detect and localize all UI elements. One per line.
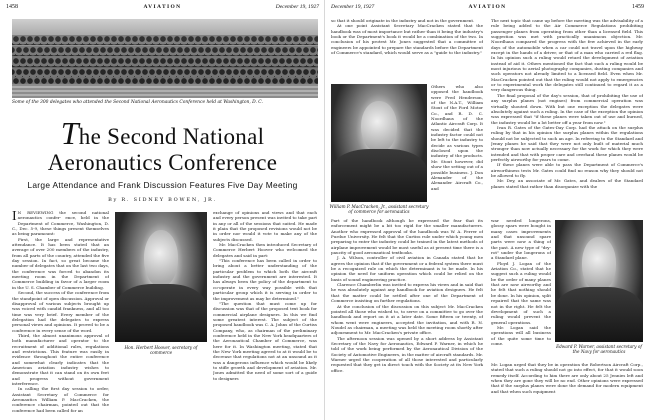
hoover-portrait [115, 212, 207, 342]
paragraph: "This conference has been called in order to bring about a better understanding of the particular problem to which both the aircraft industry and the government are interested. It has always been the policy of the department to co-operate in every way possible with that particular group which it is serving in order to the improvement as may be determined." [213, 258, 317, 301]
left-column-2 [213, 210, 317, 415]
title-initial: T [60, 115, 79, 151]
issue-date: December 19, 1927 [275, 4, 319, 10]
right-page [325, 0, 650, 420]
paragraph: The afternoon session was opened by a short address by Assistant Secretary of the Navy for Aeronautics, Edward P. Warner, in which he told of the work being performed by the Aeronautical Division of the Society of Automotive Engineers, in the matter of aircraft standards. Mr. Warner urged the cooperation of all those interested and particularly requested that they get in direct touch with the Society at its New York office. [331, 335, 483, 373]
paragraph: At the conclusion of the discussion on this subject Mr. MacCracken pointed all those who wished to, to serve on a committee to go over the handbook and report on it at a later date. Some fifteen or twenty, of whom went were engineers, accepted the invitation, and with R. N. Noudel as chairman, a meeting was held the meeting room shortly after adjournment to Mr. MacCracken's private office. [331, 303, 483, 336]
magazine-name: AVIATION [143, 4, 182, 10]
right-column-1-side [431, 84, 483, 218]
page-number: 1459 [632, 4, 644, 10]
paragraph: Mr. Logan said the operations will all business of the quite some time to come. [491, 324, 551, 346]
warner-caption: Edward P. Warner, assistant secretary of the Navy for aeronautics [556, 344, 642, 355]
paragraph: Ivan R. Gates of the Gates-Day Corp. had the attack on the surplus ruling by that in his opinion the surplus planes within the regulations should not be subjected to such an age. In referring to the Standard and Jenny planes he said that they were not only built of material much stronger than now actually necessary for the work for which they were intended and that with proper care and overhaul these planes would be perfectly airworthy for years to come. [491, 124, 643, 162]
drop-cap: I [12, 210, 17, 224]
maccracken-portrait [331, 84, 427, 202]
right-column-2-side [491, 218, 551, 358]
right-column-2-bottom [491, 362, 643, 416]
paragraph: Floyd J. Logan of the Aviation Co., stated that he suggest such a ruling would be the order of many planes that are now airworthy and he felt that nothing should be done. In his opinion, split repaired that the same was not in the right. He felt the development of such a ruling would prevent the general operations. [491, 260, 551, 325]
paragraph: J. A. Wilson, controller of civil aviation in Canada stated that he agrees the opinion that if the government or a federal system there must be a recognized rule on which the determinant is to be made. In his opinion the need for uniform operation which could be relied on the basis of sound engineering practice. [331, 255, 483, 282]
issue-date: December 19, 1927 [331, 4, 375, 10]
paragraph: war needed longerons, glossy spars were bought in many cases improvements and that unsound spare parts were now a thing of the past. A new type of "dry-rot" under the longerons of a Standard plane. [491, 218, 551, 261]
maccracken-caption: William P. MacCracken, Jr., assistant secretary of commerce for aeronautics [329, 204, 429, 215]
paragraph: Others who also opposed the handbook were Fred Henderson, of the N.A.T., William Stout of the Ford Motor Co., and R. D. C. Noordhaus of the Atlantic Aircraft Corp. It was decided that the industry factor could not be left to the industry to decide as various types disclosed upon the industry of the products. Mr. Stout however, did show the setting out of a possible business. J. Don Alexander of the Alexander Aircraft Co., and [431, 84, 483, 191]
running-head-left [6, 4, 319, 16]
right-column-1-bottom [331, 218, 483, 416]
right-column-2-top [491, 18, 643, 218]
paragraph: Part of the handbook although he expressed the fear that its enforcement might be a bit too rigid for the smaller manufacturers. Another who expressed approval of the handbook was W. A. Ferrer of Purdue University. He felt that the Curtiss rule under which young men preparing to enter the industry could be trained in the latest methods of airplane improvement would be most useful as at present time there is a paucity of good aeronautical textbooks. [331, 218, 483, 256]
paragraph: First, the large and representative attendance. It has been stated that an average of over 200 members of the industry, from all parts of the country, attended the five day session. In fact, so great became the number of delegates that on the last two days, the conference was forced to abandon its meeting room in the Department of Commerce building in favor of a larger room in the U. S. Chamber of Commerce building. [12, 236, 109, 290]
paragraph: Third, the almost unanimous approval of both manufacturer and operator to the recruitment of additional rules, regulations and restrictions. This feature was easily in evidence throughout the entire conference and somewhat clearly indicates that the American aviation industry wishes to demonstrate that it can stand on its own feet and progress without government interference. [12, 332, 109, 386]
warner-portrait [555, 220, 643, 342]
left-column-1 [12, 210, 109, 415]
paragraph: Mr. MacCracken then introduced Secretary of Commerce Herbert Hoover who welcomed the delegates and said in part: [213, 242, 317, 258]
paragraph: The next topic that came up before the meeting was the advisability of a rule being added to the Air Commerce Regulations prohibiting passenger planes from operating from other than a licensed field. This suggestion was met with practically unanimous objection. Mr. Noordhaus compared the progress with the few achieved in the early days of the automobile when a car could not travel upon the highway except in the hands of a driver, or that of a man who carried a red flag. In his opinion such a ruling would retard the development of aviation instead of aid it. Others mentioned the fact that such a ruling would be most injurious to aerial photography companies, dusting companies and such operators not already limited to a licensed field. Even when Mr. MacCracken pointed out that the ruling would not apply to emergencies or to experimental work the delegates still continued to regard it as a very dangerous thing. [491, 18, 643, 93]
magazine-name: AVIATION [468, 4, 507, 10]
paragraph: If these planes were able to pass the Department of Commerce's airworthiness tests Mr. Gates could find no reason why they should not be allowed to fly. [491, 162, 643, 178]
title-rest: he Second National [78, 124, 265, 149]
paragraph: exchange of opinions and views and that each and every person present was invited to take part in any or all of the sessions that suited. He made it plain that the proposed revisions would not be in order nor would it vote to make any of the subjects discussed. [213, 210, 317, 242]
paragraph: The final proposal of the day's session, that of prohibiting the use of any surplus planes (not engines) from commercial operation was virtually shouted down. With but one exception the delegates were absolutely against such a ruling. In the case of the exception the opinion was expressed that "if these planes were taken out of use and burned, the industry would be a lot better off a year from now." [491, 92, 643, 125]
paragraph: so that it should originate in the industry and not in the government. [331, 18, 475, 23]
article-subtitle: Large Attendance and Frank Discussion Features Five Day Meeting [27, 180, 298, 190]
article-title-line1 [0, 115, 325, 152]
hoover-caption: Hon. Herbert Hoover, secretary of commerce [124, 345, 198, 356]
paragraph: Second, the success of the conference from the standpoint of open discussion. Approval or disapproval of various subjects brought up was voiced with candid frankness, and all too time was very brief. Every member of the delegation had the delegates to express personal views and opinions. It proved to be a conference in every sense of the word. [12, 290, 109, 333]
running-head-right [331, 4, 644, 16]
paragraph: "The question that must come up for discussion was that of the proposed text book for commercial airplane designers. In this we find some greatest interest. The subject of the proposed handbook was C. A. Johns of the Curtiss Company, who, as chairman of the preliminary conference held in the New York headquarters of the Aeronautical Chamber of Commerce, was here for it. In Washington meeting, stated that the New York meeting agreed to at it would be to decrease that regulations not at an unsound as it was a dangerous influence which would be likely to stifle growth and development of aviation. Mr. Jones admitted the need of some sort of a guide to designers [213, 300, 317, 381]
article-byline: By R. SIDNEY BOWEN, JR. [108, 197, 217, 203]
group-photo-caption: Some of the 300 delegates who attended the Second National Aeronautics Conference held at Washington, D. C. [12, 100, 263, 105]
paragraph: N REVIEWING the second national aeronautics confer- ence, held in the Department of Commerce, Washington, D. C., Dec. 5-9, these things present themselves as being paramount: [12, 210, 109, 237]
paragraph: Mr. Dey, an associate of Mr. Gates, and dealers of the Standard planes stated that rather than disorganize with the [491, 178, 643, 189]
paragraph: Mr. Logan urged that they be in operation the Robertson Aircraft Corp., stated that such a ruling should not go into effect, for that it would soon remedy itself. According to him there are only about 25 Jennies left and when they are gone they will be no end. Other opinions were expressed that if the surplus planes were done the demand for modern equipment and that when such equipment [491, 362, 643, 394]
group-photo [12, 19, 318, 98]
paragraph: Clarence Chamberlin was invited to express his views and in said that he was absolutely against any handbook for aviation designers. He felt that the matter could be settled after one of the Department of Commerce insisting on further regulations. [331, 282, 483, 304]
paragraph: In calling the first day session to order, Assistant Secretary of Commerce for Aeronautics William P. MacCracken, the conference chairman, pointed out that the conference had been called for an [12, 386, 109, 413]
right-column-1-top [331, 18, 483, 84]
page-number: 1458 [6, 4, 18, 10]
paragraph: At one point Assistant Secretary MacCracken stated that the handbook was of most importance but rather than it being the industry's book or the Department's book it would be a combination of the two. In conclusion of his protest Mr. Jones suggested that a committee of engineers be appointed to prepare the standards before the Department of Commerce's standard, which would serve as a "guide to the industry." [331, 23, 483, 56]
article-title-line2: Aeronautics Conference [47, 150, 278, 175]
